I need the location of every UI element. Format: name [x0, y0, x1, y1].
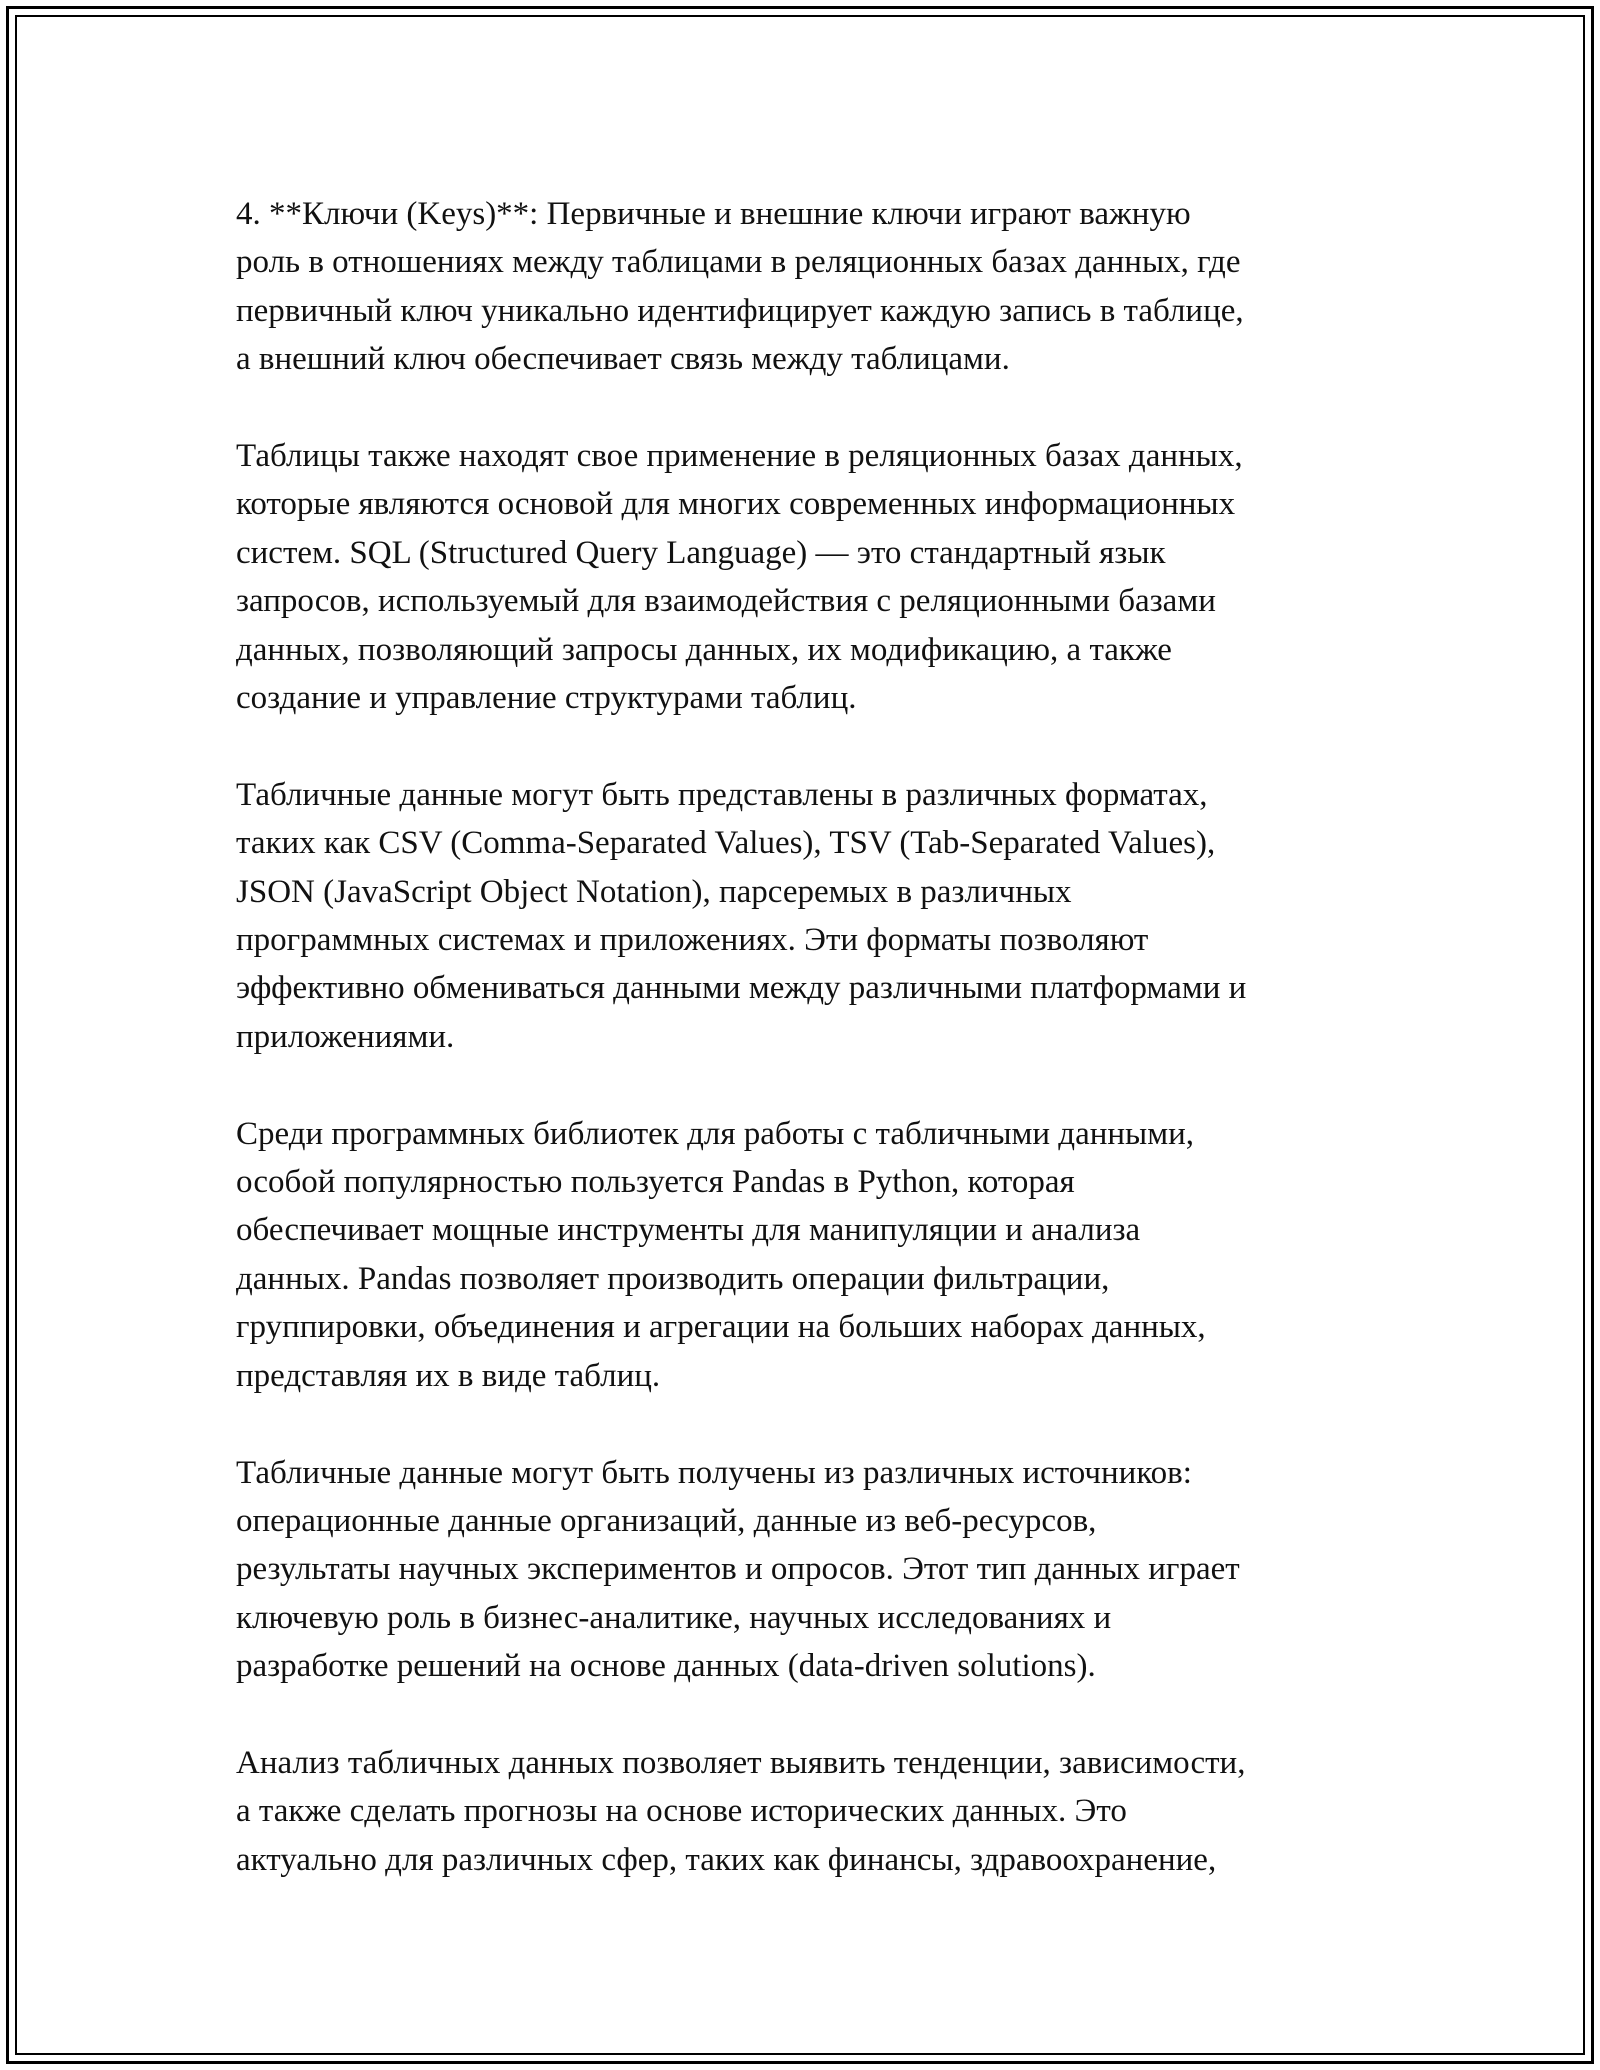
text-line: первичный ключ уникально идентифицирует каждую запись в таблице, [236, 292, 1244, 329]
text-line: Табличные данные могут быть получены из различных источников: [236, 1454, 1192, 1491]
text-line: создание и управление структурами таблиц. [236, 680, 857, 717]
text-line: актуально для различных сфер, таких как финансы, здравоохранение, [236, 1841, 1217, 1878]
paragraph-analysis [236, 1739, 1386, 1884]
text-line: таких как CSV (Comma-Separated Values), TSV (Tab-Separated Values), [236, 825, 1216, 862]
text-line: обеспечивает мощные инструменты для манипуляции и анализа [236, 1212, 1141, 1249]
text-line: программных системах и приложениях. Эти форматы позволяют [236, 922, 1149, 959]
text-line: результаты научных экспериментов и опросов. Этот тип данных играет [236, 1551, 1240, 1588]
text-line: ключевую роль в бизнес-аналитике, научных исследованиях и [236, 1599, 1112, 1636]
text-line: разработке решений на основе данных (data-driven solutions). [236, 1648, 1096, 1685]
text-line: Таблицы также находят свое применение в реляционных базах данных, [236, 438, 1243, 475]
paragraph-pandas [236, 1110, 1386, 1400]
text-line: операционные данные организаций, данные из веб-ресурсов, [236, 1502, 1097, 1539]
text-line: данных, позволяющий запросы данных, их модификацию, а также [236, 631, 1172, 668]
text-line: JSON (JavaScript Object Notation), парсеремых в различных [236, 873, 1072, 910]
text-line: данных. Pandas позволяет производить операции фильтрации, [236, 1260, 1110, 1297]
text-line: особой популярностью пользуется Pandas в Python, которая [236, 1164, 1075, 1201]
paragraph-formats [236, 771, 1386, 1061]
text-line: а внешний ключ обеспечивает связь между таблицами. [236, 341, 1010, 378]
paragraph-sources [236, 1449, 1386, 1691]
document-body [236, 190, 1386, 1933]
text-line: которые являются основой для многих современных информационных [236, 486, 1236, 523]
text-line: представляя их в виде таблиц. [236, 1357, 661, 1394]
text-line: систем. SQL (Structured Query Language) — это стандартный язык [236, 534, 1166, 571]
text-line: 4. **Ключи (Keys)**: Первичные и внешние ключи играют важную [236, 196, 1191, 232]
text-line: запросов, используемый для взаимодействия с реляционными базами [236, 583, 1216, 620]
text-line: Табличные данные могут быть представлены в различных форматах, [236, 776, 1208, 813]
paragraph-keys [236, 190, 1386, 384]
text-line: Анализ табличных данных позволяет выявить тенденции, зависимости, [236, 1744, 1246, 1781]
text-line: эффективно обмениваться данными между различными платформами и [236, 970, 1247, 1007]
text-line: а также сделать прогнозы на основе исторических данных. Это [236, 1793, 1127, 1830]
text-line: приложениями. [236, 1018, 455, 1055]
text-line: Среди программных библиотек для работы с табличными данными, [236, 1115, 1195, 1152]
text-line: роль в отношениях между таблицами в реляционных базах данных, где [236, 244, 1241, 281]
text-line: группировки, объединения и агрегации на больших наборах данных, [236, 1309, 1206, 1346]
paragraph-sql [236, 432, 1386, 722]
